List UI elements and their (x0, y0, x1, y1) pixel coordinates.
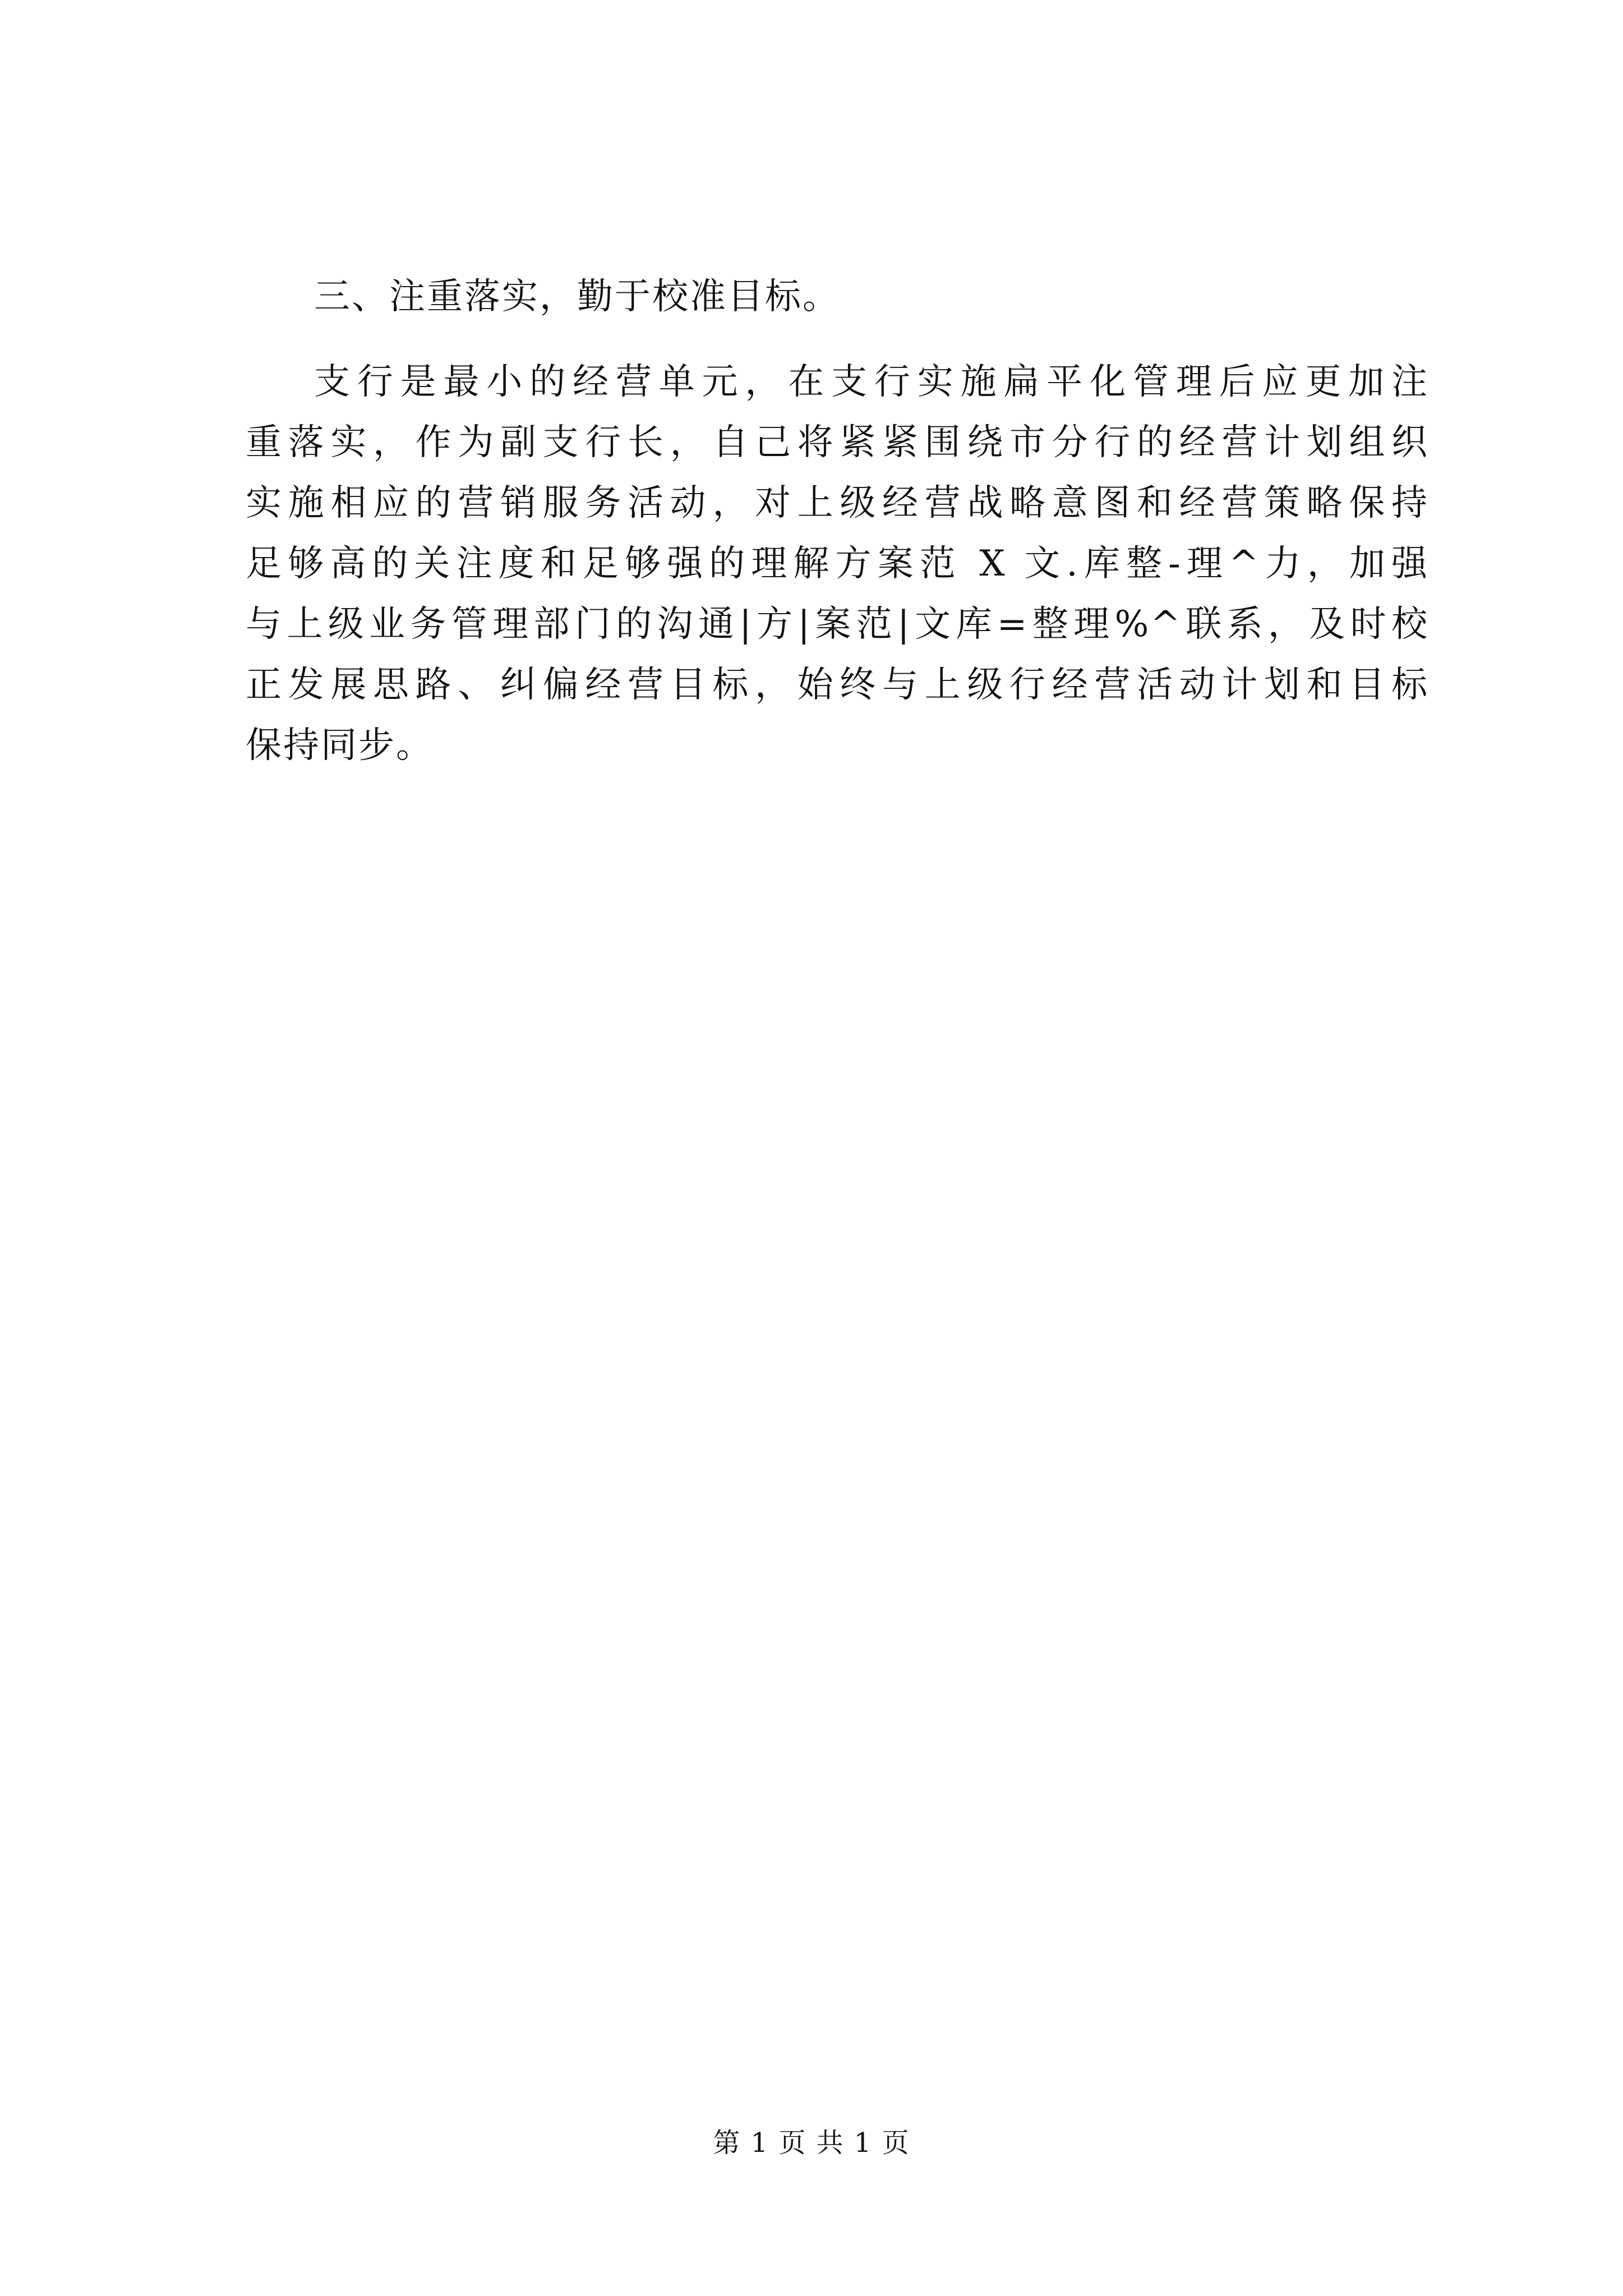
paragraph-line: 支行是最小的经营单元，在支行实施扁平化管理后应更加注 (314, 361, 1429, 403)
paragraph-line: 足够高的关注度和足够强的理解方案范 X 文.库整-理^力，加强 (246, 543, 1429, 585)
paragraph-line: 实施相应的营销服务活动，对上级经营战略意图和经营策略保持 (246, 482, 1429, 524)
section-heading: 三、注重落实，勤于校准目标。 (314, 276, 840, 318)
paragraph-line: 重落实，作为副支行长，自己将紧紧围绕市分行的经营计划组织 (246, 422, 1429, 463)
paragraph-line: 与上级业务管理部门的沟通|方|案范|文库=整理%^联系，及时校 (246, 604, 1429, 645)
paragraph-line: 正发展思路、纠偏经营目标，始终与上级行经营活动计划和目标 (246, 664, 1429, 706)
body-paragraph (246, 352, 1429, 776)
page-number-footer: 第 1 页 共 1 页 (713, 2127, 910, 2159)
paragraph-line: 保持同步。 (246, 725, 434, 766)
page-content (246, 264, 1429, 776)
